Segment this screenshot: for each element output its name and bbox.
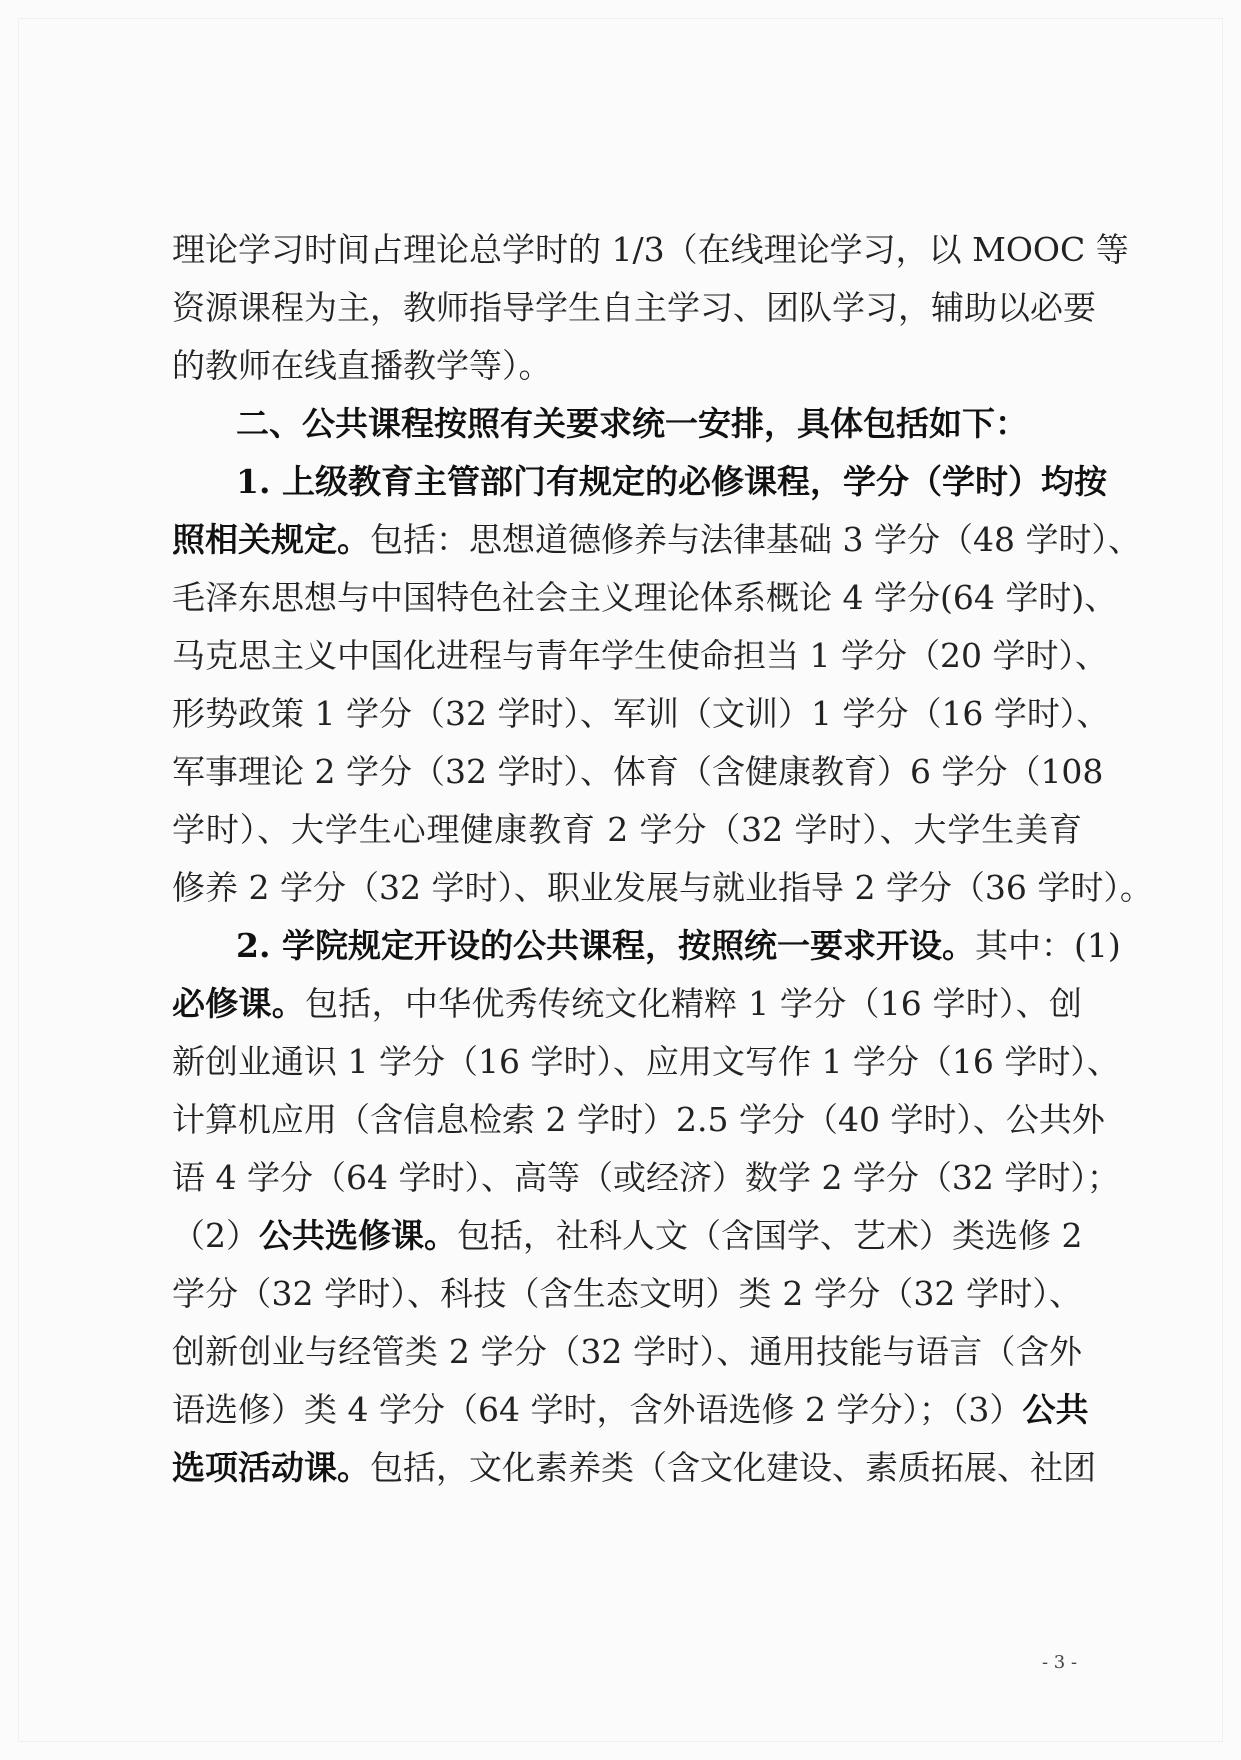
- text-segment: 学分（32 学时）、科技（含生态文明）类 2 学分（32 学时）、: [172, 1274, 1082, 1313]
- text-line: [236, 462, 1107, 502]
- text-line: [172, 810, 1082, 850]
- text-line: [172, 1390, 1089, 1430]
- text-line: [172, 1332, 1082, 1372]
- text-line: [172, 868, 1153, 908]
- text-segment: 形势政策 1 学分（32 学时）、军训（文训）1 学分（16 学时）、: [172, 694, 1110, 733]
- text-segment: （2）: [172, 1216, 259, 1255]
- text-line: [172, 1100, 1105, 1140]
- text-line: [172, 230, 1129, 270]
- text-segment: 语 4 学分（64 学时）、高等（或经济）数学 2 学分（32 学时）；: [172, 1158, 1120, 1197]
- text-line: [172, 636, 1108, 676]
- text-segment: 计算机应用（含信息检索 2 学时）2.5 学分（40 学时）、公共外: [172, 1100, 1105, 1139]
- text-segment-bold: 照相关规定。: [172, 520, 370, 559]
- text-segment: 学时）、大学生心理健康教育 2 学分（32 学时）、大学生美育: [172, 810, 1082, 849]
- text-segment-bold: 公共选修课。: [259, 1216, 457, 1255]
- text-line: [172, 1274, 1082, 1314]
- text-segment: 创新创业与经管类 2 学分（32 学时）、通用技能与语言（含外: [172, 1332, 1082, 1371]
- text-segment: 理论学习时间占理论总学时的 1/3（在线理论学习，以 MOOC 等: [172, 230, 1129, 269]
- text-segment: 其中：(1): [974, 926, 1121, 965]
- text-segment-bold: 2. 学院规定开设的公共课程，按照统一要求开设。: [236, 926, 975, 965]
- text-segment: 包括，文化素养类（含文化建设、素质拓展、社团: [370, 1448, 1096, 1487]
- text-line: [172, 984, 1082, 1024]
- text-segment: 的教师在线直播教学等）。: [172, 346, 552, 385]
- text-line: [172, 288, 1096, 328]
- text-segment: 修养 2 学分（32 学时）、职业发展与就业指导 2 学分（36 学时）。: [172, 868, 1153, 907]
- text-segment: 马克思主义中国化进程与青年学生使命担当 1 学分（20 学时）、: [172, 636, 1108, 675]
- text-line: [236, 926, 1121, 966]
- text-line: [172, 520, 1141, 560]
- text-segment: 资源课程为主，教师指导学生自主学习、团队学习，辅助以必要: [172, 288, 1096, 327]
- text-segment: 语选修）类 4 学分（64 学时，含外语选修 2 学分）；（3）: [172, 1390, 1023, 1429]
- text-segment: 包括：思想道德修养与法律基础 3 学分（48 学时）、: [370, 520, 1141, 559]
- text-segment: 毛泽东思想与中国特色社会主义理论体系概论 4 学分(64 学时)、: [172, 578, 1118, 617]
- text-line: [172, 578, 1118, 618]
- text-segment: 包括，社科人文（含国学、艺术）类选修 2: [457, 1216, 1083, 1255]
- text-segment-bold: 二、公共课程按照有关要求统一安排，具体包括如下：: [236, 404, 1028, 443]
- text-segment-bold: 公共: [1022, 1390, 1089, 1429]
- text-segment-bold: 选项活动课。: [172, 1448, 370, 1487]
- text-segment-bold: 1. 上级教育主管部门有规定的必修课程，学分（学时）均按: [236, 462, 1107, 501]
- section-heading: [236, 404, 1082, 444]
- text-line: [172, 1042, 1120, 1082]
- page-number: - 3 -: [1042, 1652, 1078, 1673]
- text-segment: 军事理论 2 学分（32 学时）、体育（含健康教育）6 学分（108: [172, 752, 1104, 791]
- text-line: [172, 1448, 1096, 1488]
- text-segment: 新创业通识 1 学分（16 学时）、应用文写作 1 学分（16 学时）、: [172, 1042, 1120, 1081]
- text-line: [172, 346, 1082, 386]
- text-segment: 包括，中华优秀传统文化精粹 1 学分（16 学时）、创: [305, 984, 1082, 1023]
- text-line: [172, 1158, 1120, 1198]
- text-line: [172, 694, 1110, 734]
- text-segment-bold: 必修课。: [172, 984, 306, 1023]
- text-line: [172, 1216, 1082, 1256]
- text-line: [172, 752, 1104, 792]
